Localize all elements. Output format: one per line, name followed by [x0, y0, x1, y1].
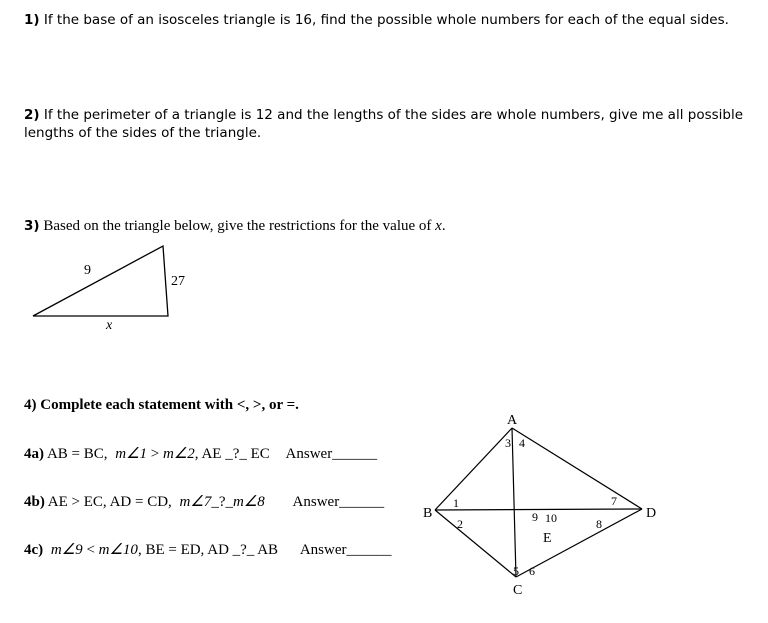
- angle-2: 2: [457, 517, 463, 531]
- blank: _?_: [211, 494, 233, 510]
- angle-4: 4: [519, 436, 525, 450]
- angle-7: 7: [611, 494, 617, 508]
- point-b: B: [423, 506, 433, 521]
- angle-m8: m∠8: [233, 494, 265, 510]
- answer-blank[interactable]: Answer______: [299, 542, 392, 558]
- question-text-line1: If the perimeter of a triangle is 12 and the lengths of the sides are whole numbers, give me all possible: [43, 107, 744, 123]
- point-d: D: [646, 506, 657, 521]
- label-side: 27: [171, 274, 185, 289]
- point-a: A: [507, 413, 518, 428]
- part-label: 4c): [24, 542, 44, 558]
- angle-m9: m∠9: [50, 542, 83, 558]
- angle-9: 9: [532, 510, 538, 524]
- statement: , BE = ED, AD _?_ AB: [137, 542, 279, 558]
- part-label: 4a): [24, 446, 44, 462]
- point-c: C: [513, 583, 523, 598]
- angle-m1: m∠1: [115, 446, 148, 462]
- segment-ab: [435, 428, 512, 510]
- segment-bc: [435, 510, 516, 577]
- variable-x: x: [435, 218, 442, 234]
- given: AB = BC,: [46, 446, 108, 462]
- segment-bd: [435, 509, 642, 510]
- segment-ad: [512, 428, 642, 509]
- question-4-heading: 4) Complete each statement with <, >, or =.: [24, 397, 299, 413]
- answer-blank[interactable]: Answer______: [285, 446, 378, 462]
- given: AE > EC, AD = CD,: [47, 494, 172, 510]
- angle-3: 3: [505, 436, 511, 450]
- angle-6: 6: [529, 564, 535, 578]
- statement: , AE _?_ EC: [194, 446, 270, 462]
- question-text-line2: lengths of the sides of the triangle.: [24, 125, 262, 141]
- point-e: E: [543, 531, 552, 546]
- question-text: If the base of an isosceles triangle is 16, find the possible whole numbers for each of the equal sides.: [43, 12, 729, 28]
- angle-10: 10: [545, 511, 557, 525]
- angle-5: 5: [513, 564, 519, 578]
- angle-1: 1: [453, 496, 459, 510]
- label-base: x: [106, 318, 113, 333]
- angle-m2: m∠2: [163, 446, 195, 462]
- angle-m7: m∠7: [179, 494, 212, 510]
- label-hypotenuse: 9: [84, 263, 91, 278]
- less-than: <: [82, 542, 99, 558]
- angle-m10: m∠10: [98, 542, 138, 558]
- angle-8: 8: [596, 517, 602, 531]
- question-number: 2): [24, 107, 40, 123]
- greater-than: >: [147, 446, 163, 462]
- question-number: 3): [24, 218, 40, 234]
- question-number: 1): [24, 12, 40, 28]
- answer-blank[interactable]: Answer______: [292, 494, 385, 510]
- part-label: 4b): [24, 494, 45, 510]
- question-text: Based on the triangle below, give the restrictions for the value of: [43, 218, 432, 234]
- segment-ac: [512, 428, 516, 577]
- period: .: [441, 218, 446, 234]
